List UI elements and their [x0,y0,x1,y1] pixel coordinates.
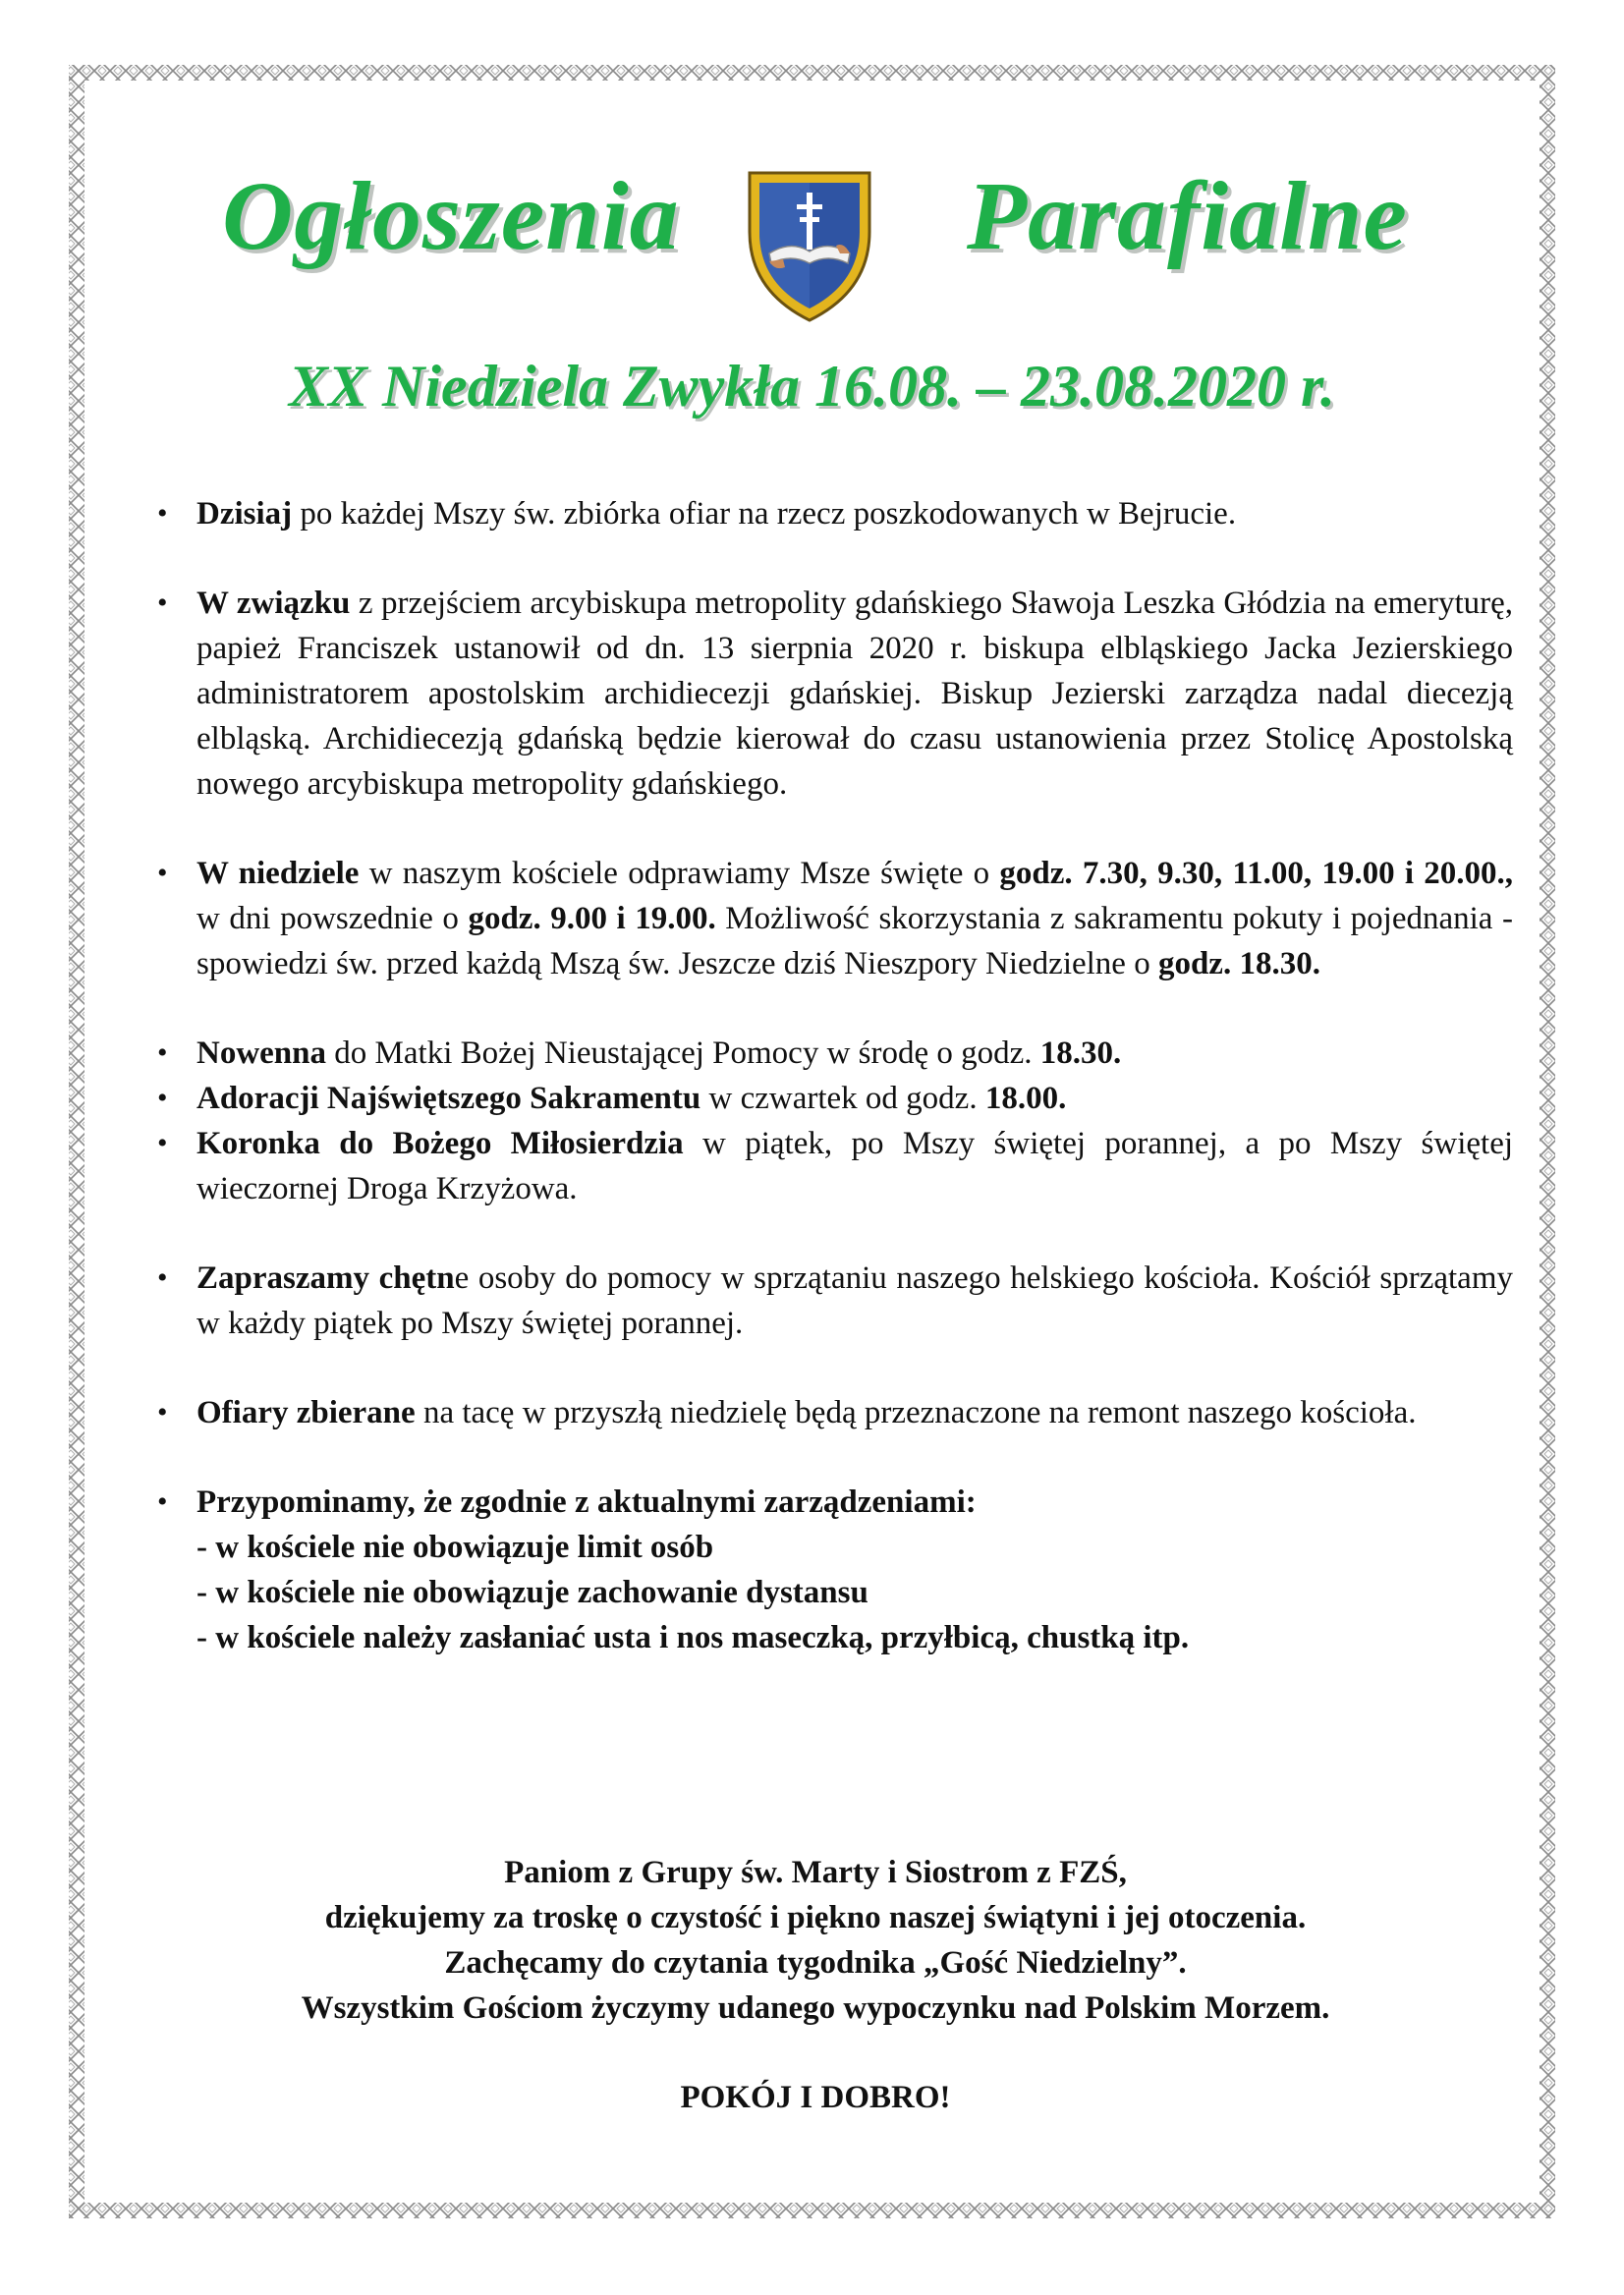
item-text: w piątek, po Mszy świętej porannej, a po Mszy świętej wieczornej Droga Krzyżowa. [196,1126,1514,1206]
announcement-item [157,851,1513,986]
announcement-item [157,1076,1513,1121]
item-bold: W niedziele [196,856,360,891]
subtitle: XX Niedziela Zwykła 16.08. – 23.08.2020 r. [289,354,1335,419]
item-text: w naszym kościele odprawiamy Msze święte o [359,856,1000,891]
bullet-icon: • [157,1485,168,1518]
announcement-item [157,1390,1513,1435]
announcement-item [157,1256,1513,1346]
item-text: Możliwość skorzystania z sakramentu pokuty i pojednania - spowiedzi św. przed każdą Mszą św. Jeszcze dziś Nieszpory Niedzielne o [196,901,1513,981]
item-bold: Ofiary zbierane [196,1395,416,1430]
item-text: w dni powszednie o [196,901,469,936]
item-heading: Przypominamy, że zgodnie z aktualnymi zarządzeniami: [196,1484,977,1520]
item-bold: godz. 7.30, 9.30, 11.00, 19.00 i 20.00., [999,856,1513,891]
item-bold: 18.30. [1039,1036,1122,1071]
bullet-icon: • [157,1261,168,1294]
announcement-item [157,1031,1513,1076]
item-bold: godz. 9.00 i 19.00. [468,901,716,936]
bullet-icon: • [157,1082,168,1114]
item-bold: Nowenna [196,1036,327,1071]
closing-message [157,1850,1474,2120]
peace-greeting: POKÓJ I DOBRO! [680,2080,951,2115]
rule-line: - w kościele należy zasłaniać usta i nos maseczką, przyłbicą, chustką itp. [196,1620,1190,1655]
item-text: do Matki Bożej Nieustającej Pomocy w środę o godz. [326,1036,1040,1071]
closing-line: Wszystkim Gościom życzymy udanego wypoczynku nad Polskim Morzem. [301,1990,1330,2026]
rule-line: - w kościele nie obowiązuje zachowanie dystansu [196,1575,868,1610]
closing-line: dziękujemy za troskę o czystość i piękno naszej świątyni i jej otoczenia. [324,1900,1307,1935]
closing-line: Paniom z Grupy św. Marty i Siostrom z FZŚ, [504,1855,1127,1890]
item-bold: godz. 18.30. [1157,946,1320,981]
title-right: Parafialne [967,161,1408,270]
parish-coat-of-arms-icon [742,163,877,326]
item-bold: Zapraszamy chętn [196,1260,455,1296]
item-bold: Koronka do Bożego Miłosierdzia [196,1126,684,1161]
bullet-icon: • [157,1036,168,1069]
item-bold: Adoracji Najświętszego Sakramentu [196,1081,701,1116]
bullet-icon: • [157,1127,168,1159]
rule-line: - w kościele nie obowiązuje limit osób [196,1530,714,1565]
announcement-item [157,491,1513,536]
item-text: e osoby do pomocy w sprzątaniu naszego helskiego kościoła. Kościół sprzątamy w każdy piątek po Mszy świętej porannej. [196,1260,1513,1341]
announcement-item [157,581,1513,807]
bullet-icon: • [157,1396,168,1428]
item-text: po każdej Mszy św. zbiórka ofiar na rzecz poszkodowanych w Bejrucie. [292,496,1237,532]
announcements-list [157,491,1513,1660]
item-text: na tacę w przyszłą niedzielę będą przeznaczone na remont naszego kościoła. [415,1395,1417,1430]
bullet-icon: • [157,857,168,889]
bullet-icon: • [157,497,168,530]
item-bold: 18.00. [984,1081,1067,1116]
closing-line: Zachęcamy do czytania tygodnika „Gość Niedzielny”. [444,1945,1187,1981]
title-left: Ogłoszenia [222,161,680,270]
item-bold: Dzisiaj [196,496,293,532]
item-bold: W związku [196,586,351,621]
item-text: z przejściem arcybiskupa metropolity gdańskiego Sławoja Leszka Głódzia na emeryturę, papież Franciszek ustanowił od dn. 13 sierpnia 2020 r. biskupa elbląskiego Jacka Jezierskiego administratorem apostolskim archidiecezji gdańskiej. Biskup Jezierski zarządza nadal diecezją elbląską. Archidiecezją gdańską będzie kierował do czasu ustanowienia przez Stolicę Apostolską nowego arcybiskupa metropolity gdańskiego. [196,586,1514,802]
bullet-icon: • [157,587,168,619]
announcement-item [157,1480,1513,1660]
item-text: w czwartek od godz. [700,1081,985,1116]
announcement-item [157,1121,1513,1211]
